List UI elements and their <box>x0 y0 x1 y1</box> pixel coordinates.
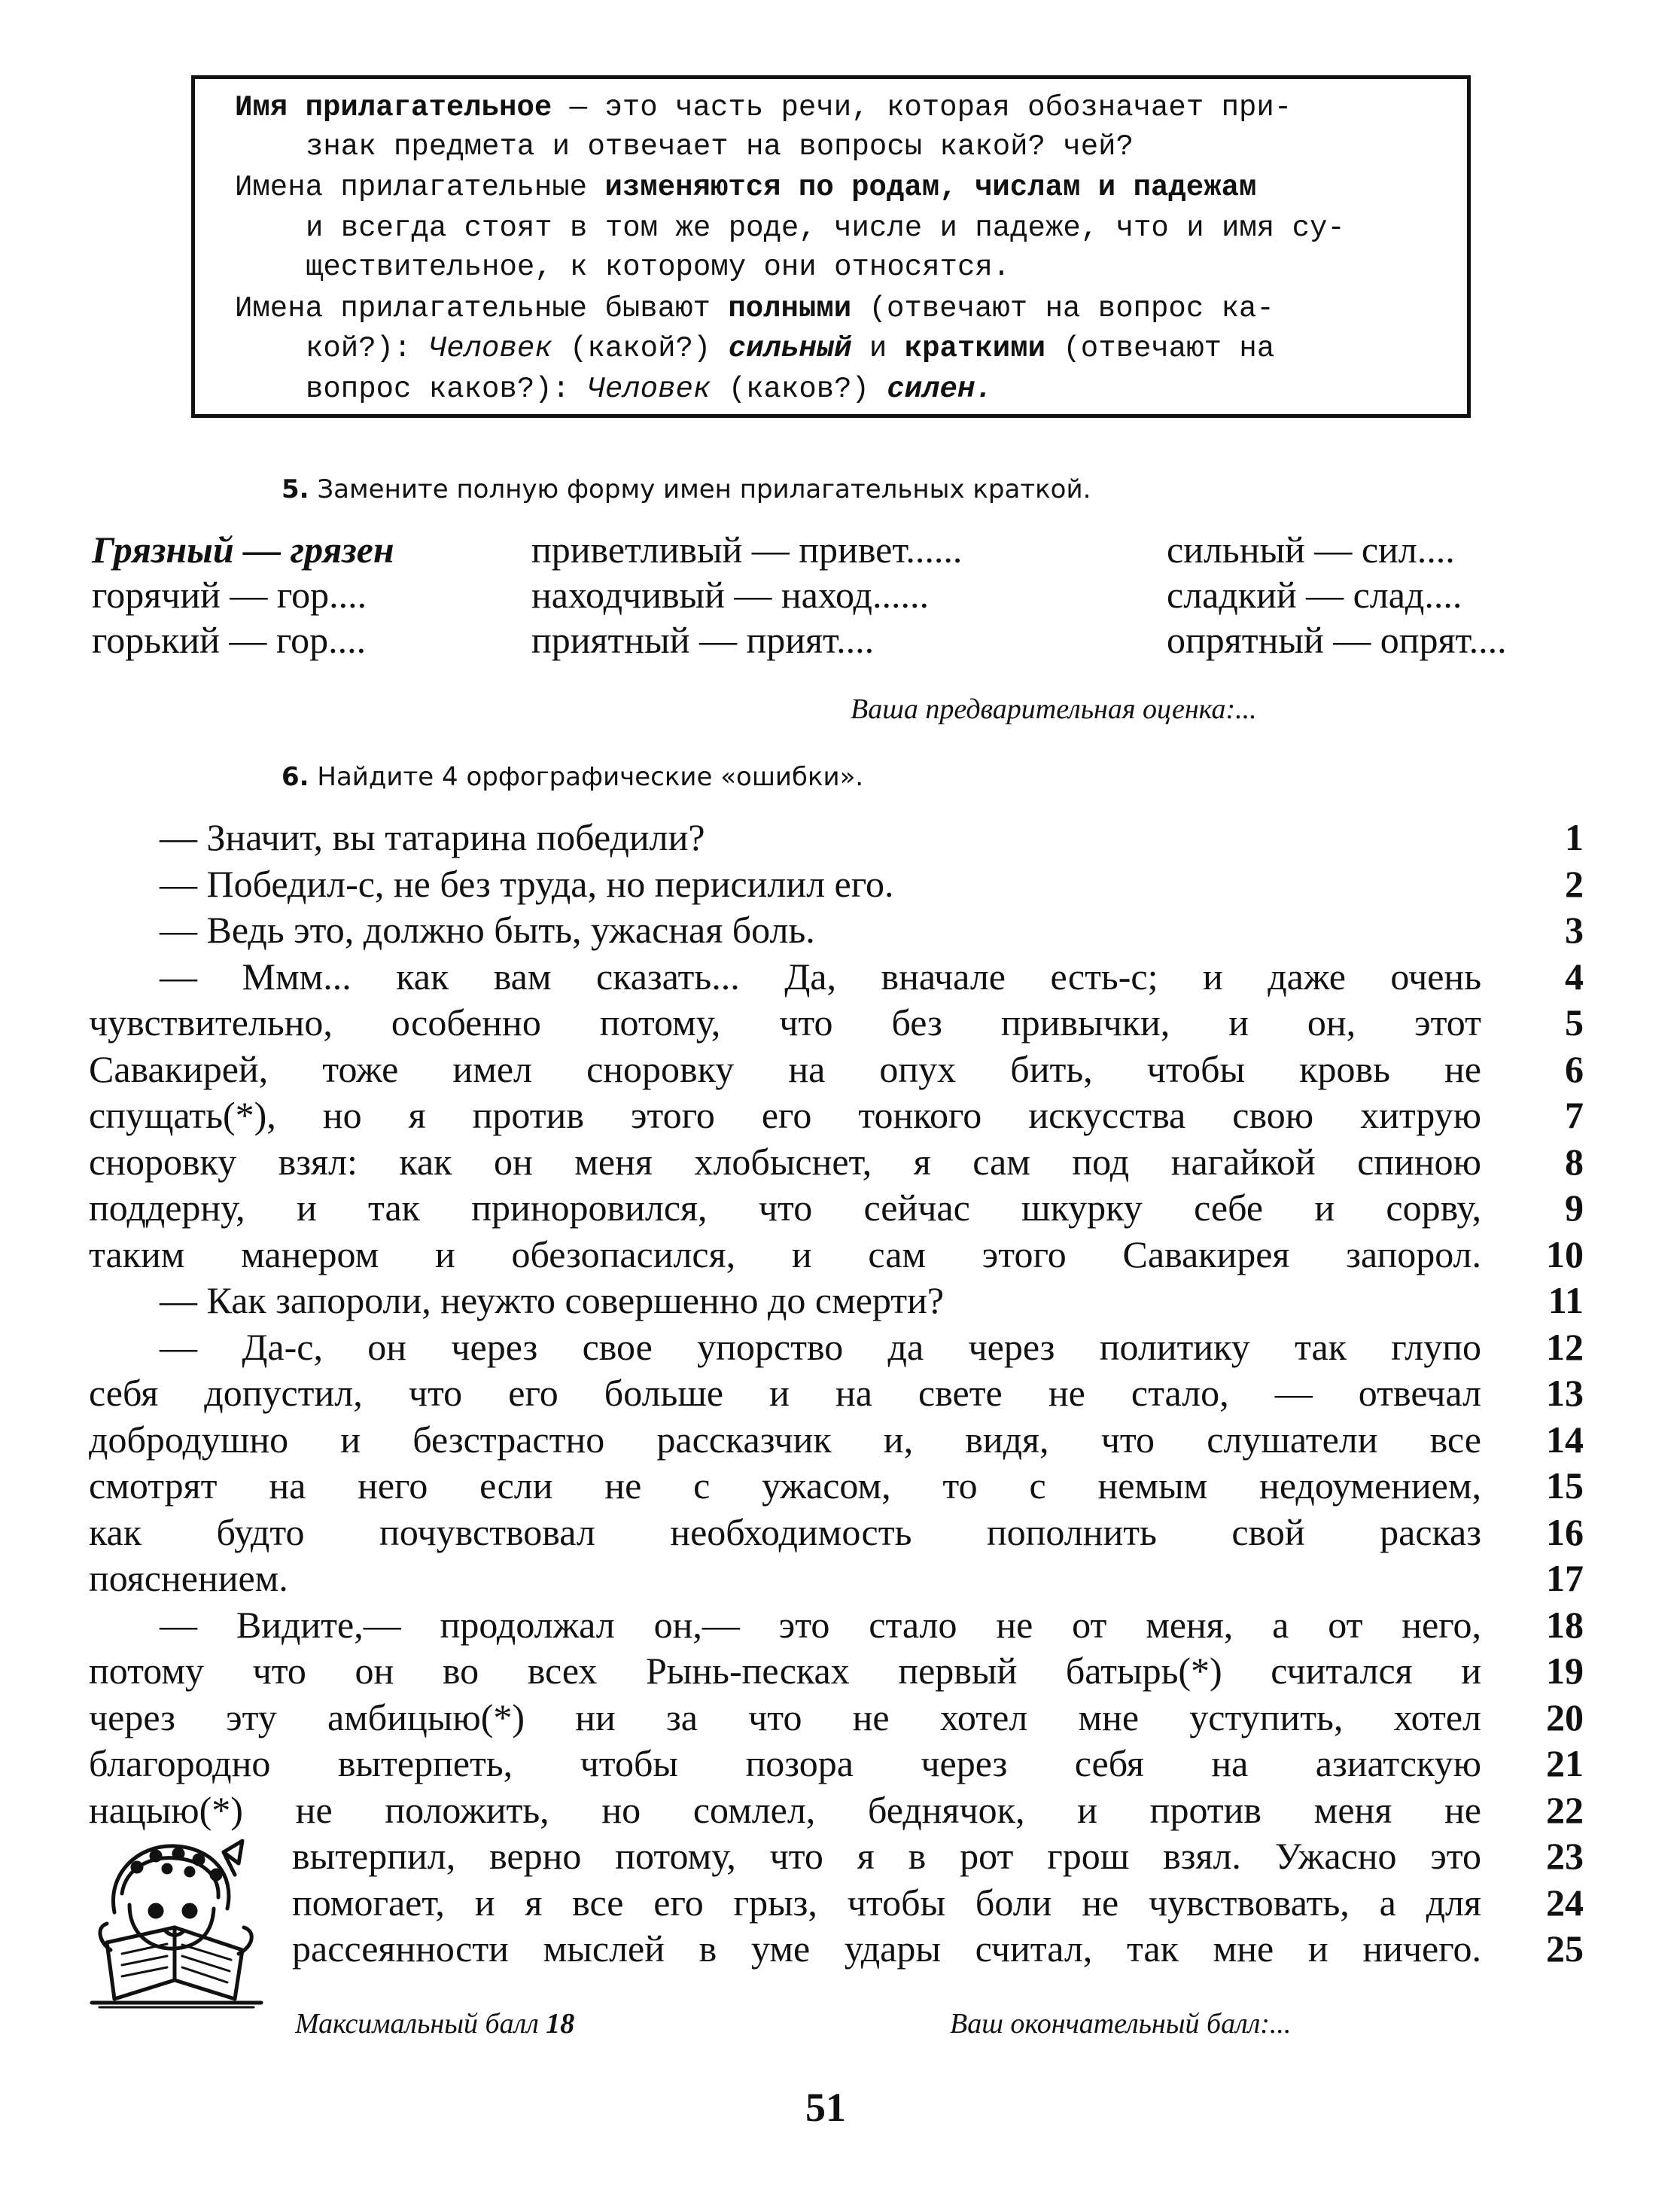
task5-pair: горячий — гор.... <box>92 574 367 616</box>
line-number: 2 <box>1565 863 1584 905</box>
line-number: 20 <box>1546 1696 1584 1738</box>
task5-title: 5. Замените полную форму имен прилагательных краткой. <box>282 474 1091 504</box>
text-line: — Победил-с, не без труда, но перисилил его. <box>160 863 894 905</box>
task5-pair: опрятный — опрят.... <box>1167 619 1507 661</box>
text-line: потому что он во всех Рынь-песках первый батырь(*) считался и <box>89 1650 1481 1692</box>
text-line: чувствительно, особенно потому, что без привычки, и он, этот <box>89 1001 1481 1044</box>
text-line: Савакирей, тоже имел сноровку на опух бить, чтобы кровь не <box>89 1048 1481 1090</box>
text-line: — Ведь это, должно быть, ужасная боль. <box>160 909 815 951</box>
text-line: себя допустил, что его больше и на свете не стало, — отвечал <box>89 1372 1481 1414</box>
line-number: 5 <box>1565 1001 1584 1044</box>
line-number: 24 <box>1546 1881 1584 1924</box>
text-line: пояснением. <box>89 1557 288 1599</box>
line-number: 16 <box>1546 1511 1584 1553</box>
line-number: 3 <box>1565 909 1584 951</box>
line-number: 6 <box>1565 1048 1584 1090</box>
rule-line-6: Имена прилагательные бывают полными (отвечают на вопрос ка- <box>235 292 1274 325</box>
text-line: как будто почувствовал необходимость пополнить свой расказ <box>89 1511 1481 1553</box>
rule-line-8: вопрос каков?): Человек (каков?) силен. <box>306 373 993 406</box>
line-number: 12 <box>1546 1326 1584 1368</box>
task5-pair: приветливый — привет...... <box>531 529 963 571</box>
rule-line-4: и всегда стоят в том же роде, числе и падеже, что и имя су- <box>306 212 1345 245</box>
text-line: нацыю(*) не положить, но сомлел, беднячок, и против меня не <box>89 1789 1481 1831</box>
task5-pair: сильный — сил.... <box>1167 529 1455 571</box>
line-number: 21 <box>1546 1742 1584 1784</box>
line-number: 11 <box>1548 1279 1584 1321</box>
line-number: 15 <box>1546 1464 1584 1507</box>
line-number: 22 <box>1546 1789 1584 1831</box>
line-number: 9 <box>1565 1187 1584 1229</box>
text-line: рассеянности мыслей в уме удары считал, так мне и ничего. <box>292 1927 1481 1970</box>
line-number: 4 <box>1565 955 1584 998</box>
rule-line-2: знак предмета и отвечает на вопросы какой? чей? <box>306 130 1134 163</box>
child-reading-book-illustration <box>84 1822 272 2010</box>
line-number: 1 <box>1565 816 1584 858</box>
max-score: Максимальный балл 18 <box>295 2008 575 2040</box>
rule-line-5: ществительное, к которому они относятся. <box>306 251 1011 284</box>
text-line: благородно вытерпеть, чтобы позора через себя на азиатскую <box>89 1742 1481 1784</box>
text-line: — Видите,— продолжал он,— это стало не от меня, а от него, <box>160 1604 1481 1646</box>
text-line: поддерну, и так приноровился, что сейчас шкурку себе и сорву, <box>89 1187 1481 1229</box>
text-line: через эту амбицыю(*) ни за что не хотел мне уступить, хотел <box>89 1696 1481 1738</box>
task5-pair: находчивый — наход...... <box>531 574 929 616</box>
line-number: 13 <box>1546 1372 1584 1414</box>
text-line: помогает, и я все его грыз, чтобы боли не чувствовать, а для <box>292 1881 1481 1924</box>
task5-pair: горький — гор.... <box>92 619 367 661</box>
line-number: 19 <box>1546 1650 1584 1692</box>
text-line: таким манером и обезопасился, и сам этого Савакирея запорол. <box>89 1233 1481 1275</box>
text-line: спущать(*), но я против этого его тонкого искусства свою хитрую <box>89 1094 1481 1136</box>
task6-title: 6. Найдите 4 орфографические «ошибки». <box>282 762 864 792</box>
line-number: 10 <box>1546 1233 1584 1275</box>
page-number: 51 <box>805 2085 846 2130</box>
preliminary-grade: Ваша предварительная оценка:... <box>851 693 1257 725</box>
rule-line-1: Имя прилагательное — это часть речи, которая обозначает при- <box>235 91 1292 124</box>
line-number: 7 <box>1565 1094 1584 1136</box>
task5-example: Грязный — грязен <box>92 529 394 571</box>
final-grade: Ваш окончательный балл:... <box>950 2008 1292 2040</box>
text-line: сноровку взял: как он меня хлобыснет, я сам под нагайкой спиною <box>89 1141 1481 1183</box>
line-number: 18 <box>1546 1604 1584 1646</box>
text-line: смотрят на него если не с ужасом, то с немым недоумением, <box>89 1464 1481 1507</box>
line-number: 17 <box>1546 1557 1584 1599</box>
text-line: — Как запороли, неужто совершенно до смерти? <box>160 1279 945 1321</box>
text-line: вытерпил, верно потому, что я в рот грош взял. Ужасно это <box>292 1835 1481 1877</box>
text-line: — Ммм... как вам сказать... Да, вначале есть-с; и даже очень <box>160 955 1481 998</box>
text-line: — Значит, вы татарина победили? <box>160 816 705 858</box>
rule-line-7: кой?): Человек (какой?) сильный и краткими (отвечают на <box>306 332 1275 365</box>
line-number: 14 <box>1546 1418 1584 1461</box>
line-number: 23 <box>1546 1835 1584 1877</box>
rule-line-3: Имена прилагательные изменяются по родам, числам и падежам <box>235 171 1257 204</box>
line-number: 25 <box>1546 1927 1584 1970</box>
task5-pair: сладкий — слад.... <box>1167 574 1462 616</box>
text-line: — Да-с, он через свое упорство да через политику так глупо <box>160 1326 1481 1368</box>
line-number: 8 <box>1565 1141 1584 1183</box>
rule-term: Имя прилагательное <box>235 91 552 124</box>
task5-pair: приятный — прият.... <box>531 619 875 661</box>
text-line: добродушно и безстрастно рассказчик и, видя, что слушатели все <box>89 1418 1481 1461</box>
